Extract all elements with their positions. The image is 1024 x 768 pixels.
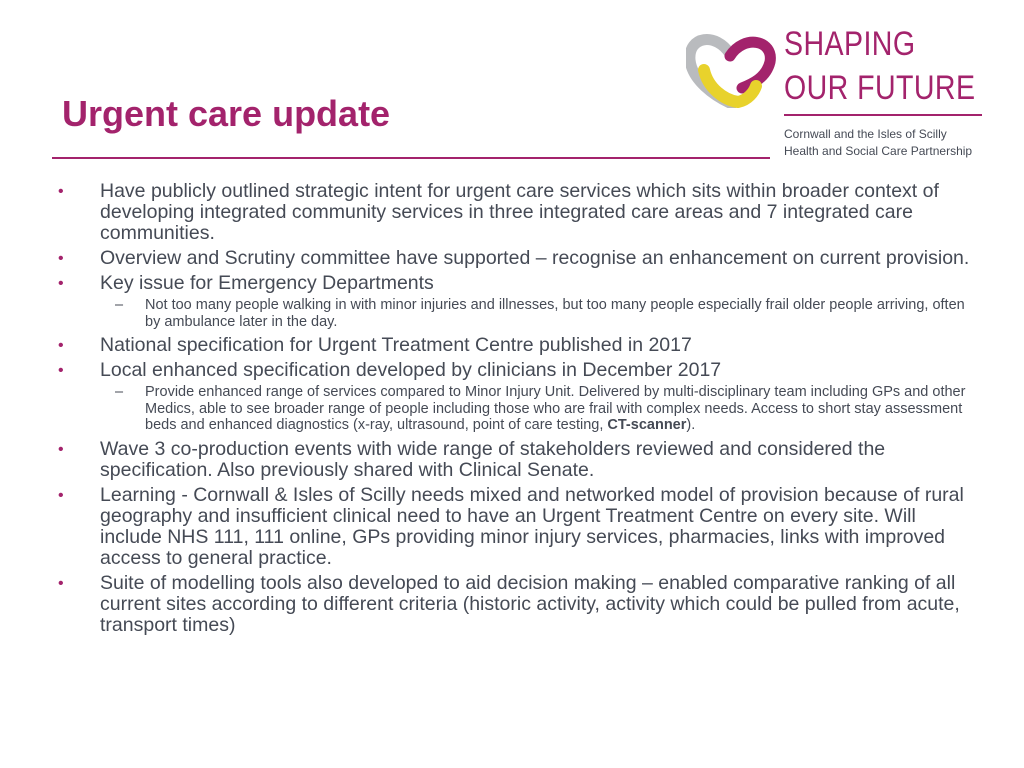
- logo-word-shaping: SHAPING: [784, 25, 916, 63]
- bullet-marker: •: [58, 183, 64, 200]
- logo-subtitle-line-1: Cornwall and the Isles of Scilly: [784, 127, 947, 141]
- bullet-text: Key issue for Emergency Departments: [100, 272, 434, 294]
- sub-bullet-marker: –: [115, 297, 124, 313]
- sub-bullet-text: [145, 384, 965, 433]
- bullet-text: Overview and Scrutiny committee have supported – recognise an enhancement on current provision.: [100, 247, 970, 269]
- sub-bullet-item: [56, 297, 976, 330]
- bullet-item: [56, 273, 976, 294]
- title-underline: [52, 157, 770, 159]
- bullet-item: [56, 573, 976, 636]
- sub-bullet-marker: –: [115, 384, 124, 400]
- heart-logo-icon: [686, 30, 776, 108]
- bullet-item: [56, 181, 976, 244]
- logo-word-our-future: OUR FUTURE: [784, 69, 976, 107]
- bullet-marker: •: [58, 486, 64, 504]
- bullet-marker: •: [58, 574, 64, 592]
- bullet-text: Have publicly outlined strategic intent for urgent care services which sits within broader context of developing integrated community services in three integrated care areas and 7 integrated care communities.: [100, 180, 939, 244]
- bullet-list: [56, 181, 976, 640]
- bullet-marker: •: [58, 440, 64, 458]
- bullet-marker: •: [58, 275, 64, 292]
- sub-bullet-text-part: ).: [686, 417, 696, 433]
- bullet-marker: •: [58, 337, 64, 354]
- bullet-text: Local enhanced specification developed by clinicians in December 2017: [100, 359, 722, 381]
- bullet-marker: •: [58, 250, 64, 267]
- bullet-item: [56, 360, 976, 381]
- bullet-text: Learning - Cornwall & Isles of Scilly needs mixed and networked model of provision because of rural geography and insufficient clinical need to have an Urgent Treatment Centre on every site. Will include NHS 111, 111 online, GPs providing minor injury services, pharmacies, links with improved access to general practice.: [100, 483, 964, 569]
- bullet-text: Suite of modelling tools also developed to aid decision making – enabled comparative ranking of all current sites according to different criteria (historic activity, activity which could be pulled from acute, transport times): [100, 571, 960, 636]
- bullet-marker: •: [58, 362, 64, 379]
- logo-subtitle-line-2: Health and Social Care Partnership: [784, 144, 973, 158]
- logo-divider: [784, 114, 982, 116]
- bullet-text: Wave 3 co-production events with wide range of stakeholders reviewed and considered the specification. Also previously shared with Clinical Senate.: [100, 437, 886, 481]
- sub-bullet-text-part: Provide enhanced range of services compared to Minor Injury Unit. Delivered by multi-disciplinary team including GPs and other Medics, able to see broader range of people including those who are frail with complex needs. Access to short stay assessment beds and enhanced diagnostics (x-ray, ultrasound, point of care testing,: [145, 384, 966, 433]
- bullet-text: National specification for Urgent Treatment Centre published in 2017: [100, 334, 692, 356]
- bullet-item: [56, 335, 976, 356]
- sub-bullet-text: Not too many people walking in with minor injuries and illnesses, but too many people especially frail older people arriving, often by ambulance later in the day.: [145, 297, 965, 330]
- bullet-item: [56, 248, 976, 269]
- bullet-item: [56, 439, 976, 481]
- shaping-our-future-logo: [684, 24, 1004, 164]
- bullet-item: [56, 485, 976, 569]
- ct-scanner-emphasis: CT-scanner: [607, 417, 687, 433]
- sub-bullet-item: [56, 384, 976, 434]
- slide-title: Urgent care update: [62, 93, 391, 134]
